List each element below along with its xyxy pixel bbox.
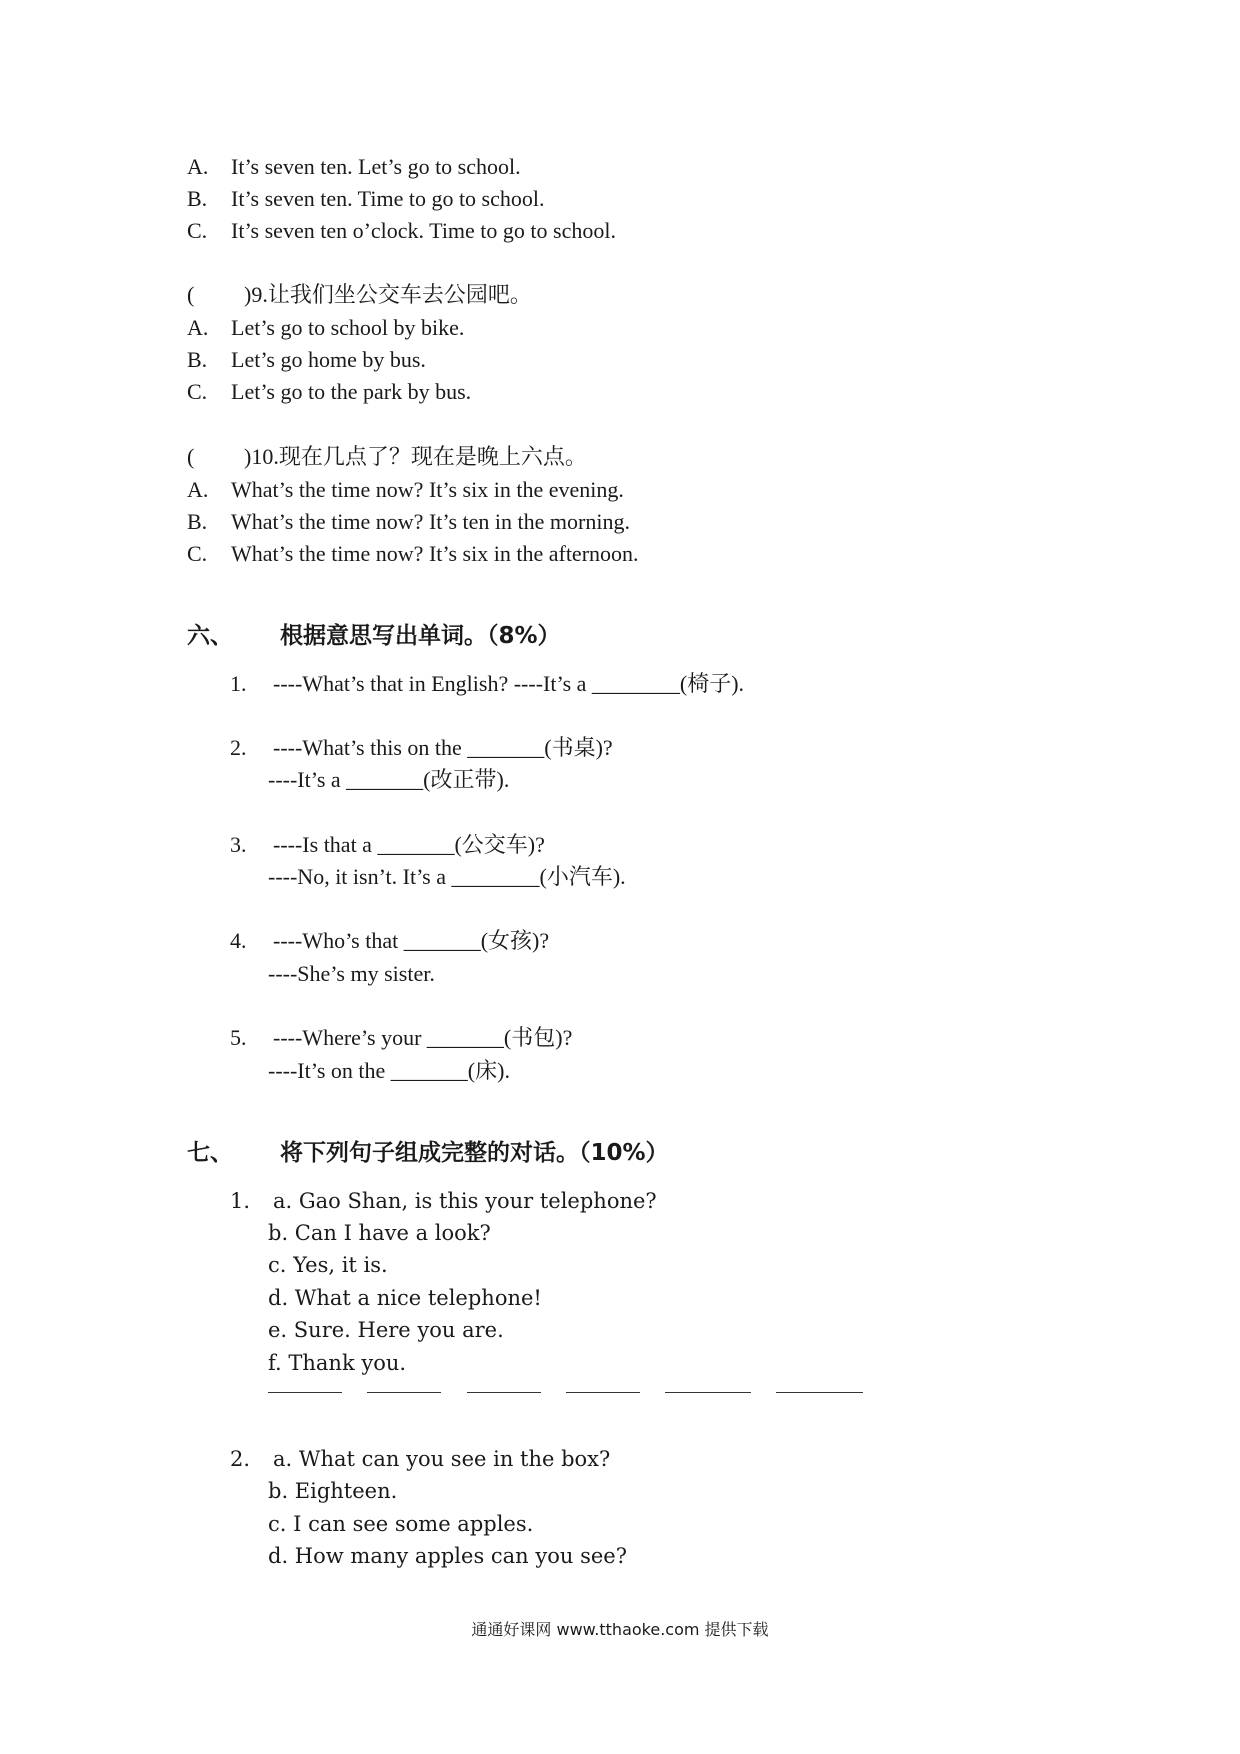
dialogue-line: a. Gao Shan, is this your telephone? — [273, 1189, 657, 1213]
section6-heading — [187, 620, 561, 652]
s6-item-3 — [230, 830, 545, 860]
option-letter: C. — [187, 541, 208, 566]
answer-blank[interactable] — [665, 1392, 751, 1393]
q8-option-a — [187, 152, 521, 182]
option-letter: A. — [187, 154, 209, 179]
option-text: What’s the time now? It’s ten in the morning. — [231, 509, 630, 534]
dialogue-line: e. Sure. Here you are. — [268, 1318, 504, 1342]
s6-item-2-answer: ----It’s a _______(改正带). — [268, 767, 510, 792]
s6-item-4-answer: ----She’s my sister. — [268, 961, 435, 986]
answer-paren: ( — [187, 444, 195, 469]
s6-item-3-answer: ----No, it isn’t. It’s a ________(小汽车). — [268, 864, 626, 889]
item-text: ----What’s this on the _______(书桌)? — [273, 735, 613, 760]
item-number: 4. — [230, 928, 247, 953]
dialogue-line: d. How many apples can you see? — [268, 1544, 627, 1568]
item-text: ----Where’s your _______(书包)? — [273, 1025, 573, 1050]
section-number: 七、 — [187, 1140, 233, 1166]
question-text: )10.现在几点了？现在是晚上六点。 — [244, 444, 587, 469]
dialogue-line: f. Thank you. — [268, 1351, 407, 1375]
section-title: 根据意思写出单词。（8%） — [280, 623, 561, 649]
q10-option-b — [187, 507, 630, 537]
s6-item-2 — [230, 733, 613, 763]
q10-stem — [187, 442, 587, 472]
q9-option-a — [187, 313, 464, 343]
answer-blanks — [268, 1392, 888, 1394]
option-text: It’s seven ten. Time to go to school. — [231, 186, 545, 211]
item-text: ----Who’s that _______(女孩)? — [273, 928, 550, 953]
question-text: )9.让我们坐公交车去公园吧。 — [244, 282, 532, 307]
option-letter: B. — [187, 186, 208, 211]
option-text: What’s the time now? It’s six in the evening. — [231, 477, 624, 502]
answer-blank[interactable] — [776, 1392, 863, 1393]
option-text: It’s seven ten. Let’s go to school. — [231, 154, 521, 179]
q8-option-c — [187, 216, 616, 246]
option-letter: A. — [187, 315, 209, 340]
q9-option-c — [187, 377, 471, 407]
item-number: 3. — [230, 832, 247, 857]
s6-item-1 — [230, 669, 744, 699]
page-footer: 通通好课网 www.tthaoke.com 提供下载 — [471, 1620, 769, 1639]
dialogue-line: b. Eighteen. — [268, 1479, 398, 1503]
s6-item-5-answer: ----It’s on the _______(床). — [268, 1058, 510, 1083]
dialogue-line: b. Can I have a look? — [268, 1221, 491, 1245]
answer-blank[interactable] — [566, 1392, 640, 1393]
section-number: 六、 — [187, 623, 233, 649]
option-letter: C. — [187, 218, 208, 243]
item-text: ----What’s that in English? ----It’s a ________(椅子). — [273, 671, 745, 696]
s7-dialogue-2 — [230, 1444, 610, 1474]
answer-blank[interactable] — [367, 1392, 441, 1393]
s6-item-5 — [230, 1023, 572, 1053]
dialogue-line: c. Yes, it is. — [268, 1253, 388, 1277]
item-text: ----Is that a _______(公交车)? — [273, 832, 545, 857]
item-number: 5. — [230, 1025, 247, 1050]
option-letter: B. — [187, 347, 208, 372]
option-text: What’s the time now? It’s six in the afternoon. — [231, 541, 639, 566]
option-letter: C. — [187, 379, 208, 404]
item-number: 1. — [230, 671, 247, 696]
s6-item-4 — [230, 926, 549, 956]
item-number: 1. — [230, 1189, 251, 1213]
dialogue-line: a. What can you see in the box? — [273, 1447, 611, 1471]
dialogue-line: c. I can see some apples. — [268, 1512, 534, 1536]
q10-option-c — [187, 539, 639, 569]
item-number: 2. — [230, 735, 247, 760]
item-number: 2. — [230, 1447, 251, 1471]
option-text: Let’s go home by bus. — [231, 347, 426, 372]
option-text: Let’s go to the park by bus. — [231, 379, 472, 404]
dialogue-line: d. What a nice telephone! — [268, 1286, 542, 1310]
q10-option-a — [187, 475, 624, 505]
option-letter: A. — [187, 477, 209, 502]
answer-paren: ( — [187, 282, 195, 307]
q8-option-b — [187, 184, 545, 214]
section-title: 将下列句子组成完整的对话。（10%） — [280, 1140, 669, 1166]
answer-blank[interactable] — [268, 1392, 342, 1393]
option-letter: B. — [187, 509, 208, 534]
s7-dialogue-1 — [230, 1186, 657, 1216]
q9-stem — [187, 280, 532, 310]
q9-option-b — [187, 345, 426, 375]
option-text: It’s seven ten o’clock. Time to go to school. — [231, 218, 616, 243]
option-text: Let’s go to school by bike. — [231, 315, 465, 340]
answer-blank[interactable] — [467, 1392, 541, 1393]
section7-heading — [187, 1137, 669, 1169]
